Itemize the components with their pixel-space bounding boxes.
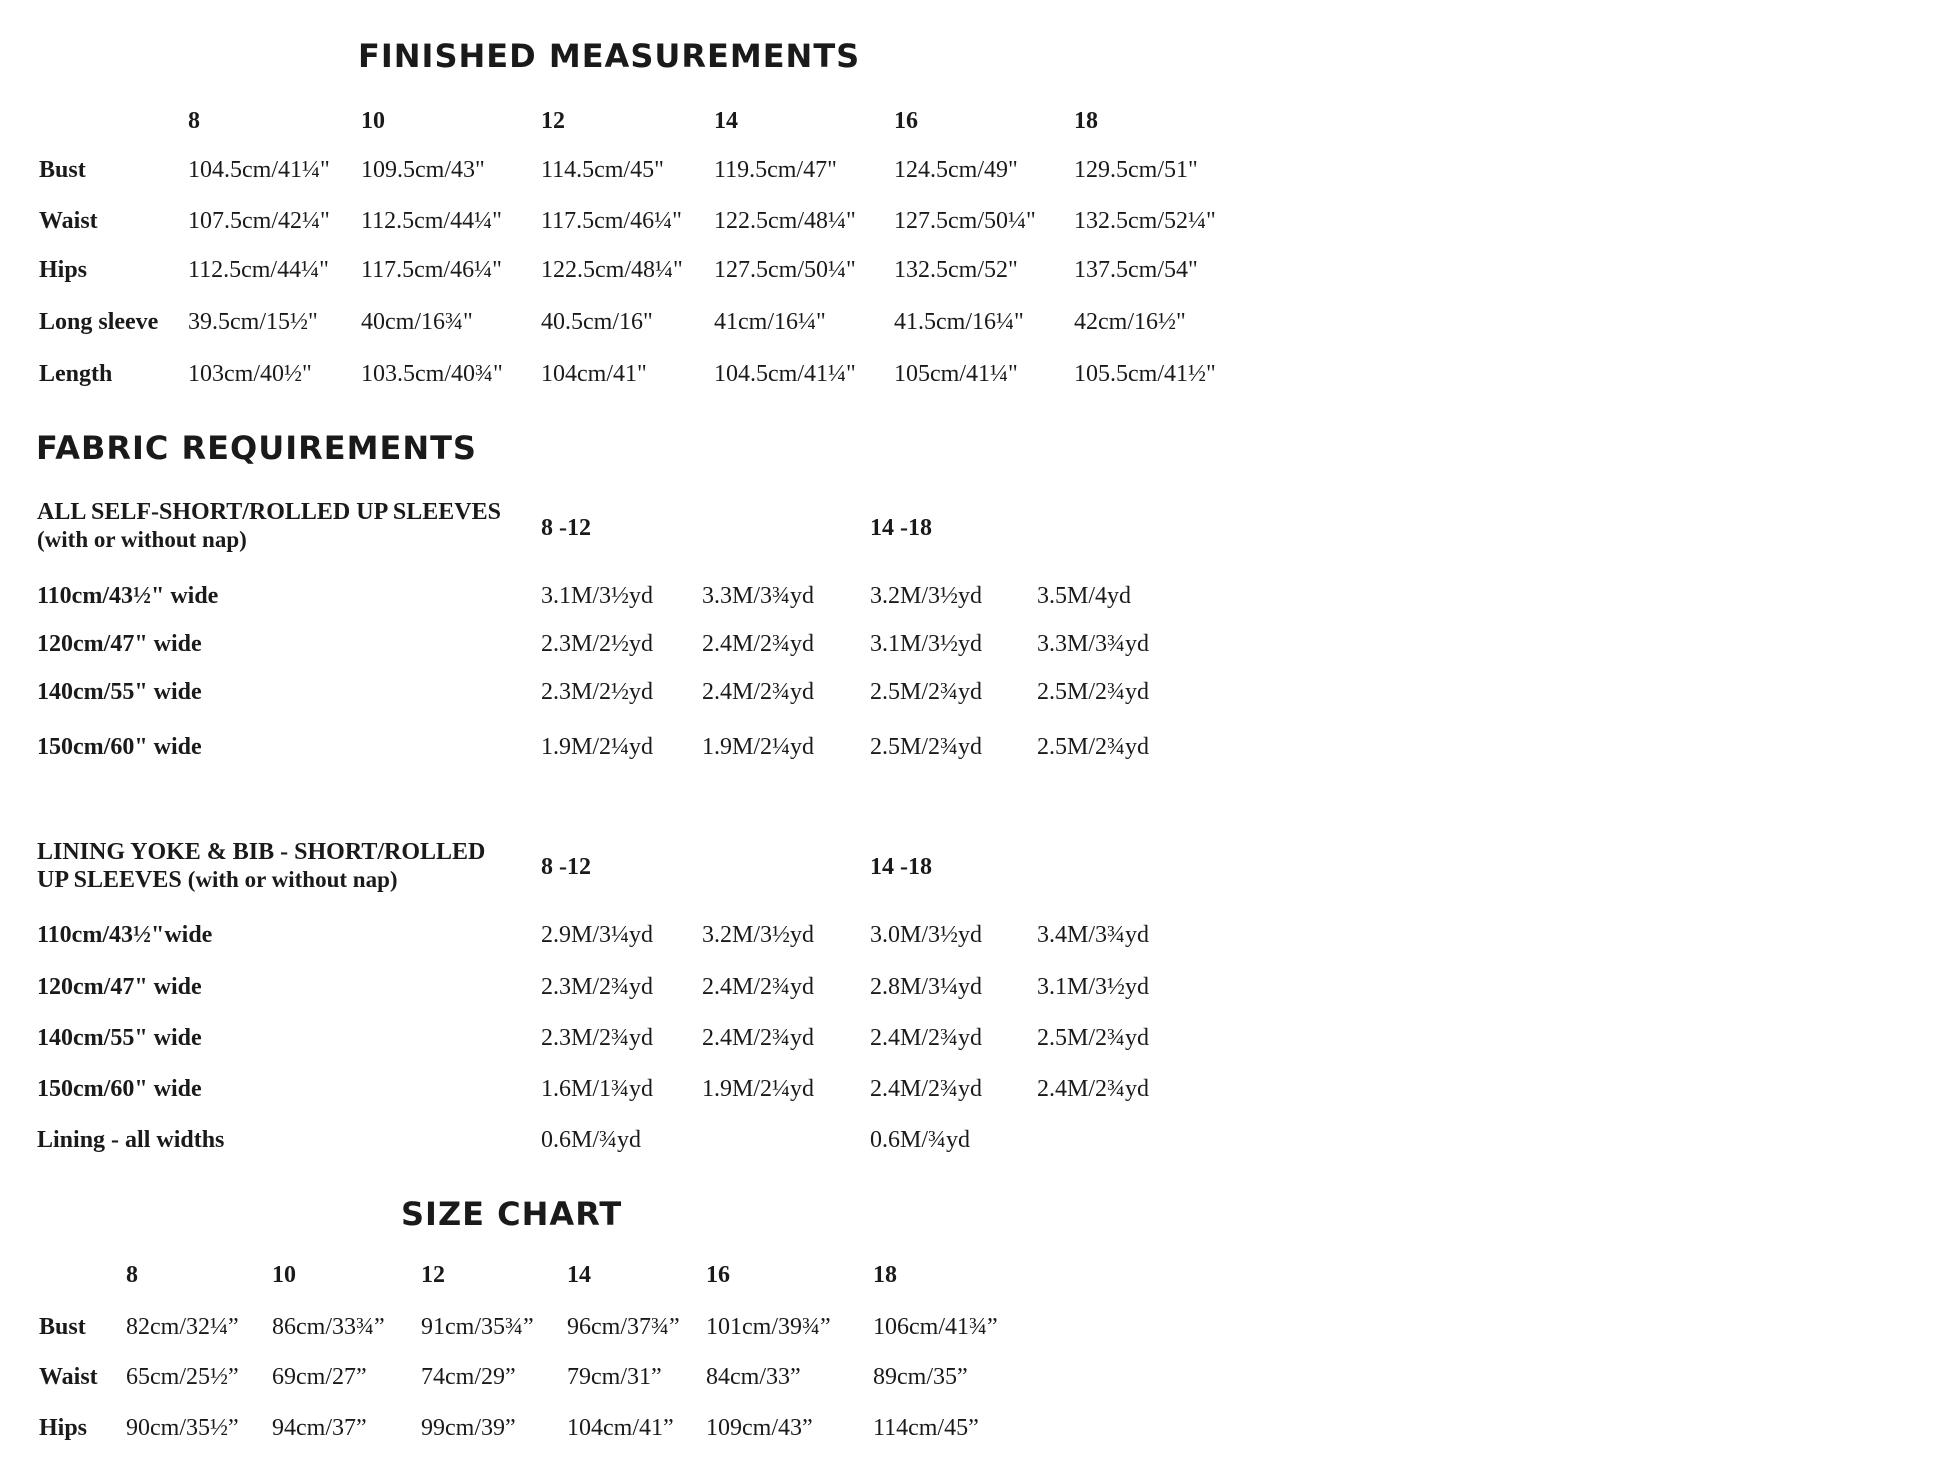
size-range-header: 14 -18 [870, 854, 932, 880]
table-cell: 129.5cm/51" [1074, 157, 1198, 183]
table-cell: 1.6M/1¾yd [541, 1076, 654, 1102]
table-cell: 0.6M/¾yd [870, 1127, 971, 1153]
table-cell: 2.4M/2¾yd [1037, 1076, 1150, 1102]
heading-line: LINING YOKE & BIB - SHORT/ROLLED [37, 839, 486, 865]
size-header: 12 [421, 1262, 445, 1288]
row-label: 150cm/60" wide [37, 734, 202, 760]
table-cell: 3.3M/3¾yd [702, 583, 815, 609]
table-cell: 2.4M/2¾yd [702, 631, 815, 657]
table-cell: 106cm/41¾” [873, 1314, 998, 1340]
table-cell: 41.5cm/16¼" [894, 309, 1024, 335]
table-cell: 132.5cm/52" [894, 257, 1018, 283]
table-cell: 3.4M/3¾yd [1037, 922, 1150, 948]
table-cell: 1.9M/2¼yd [702, 734, 815, 760]
row-label: Long sleeve [39, 309, 159, 335]
table-cell: 91cm/35¾” [421, 1314, 534, 1340]
row-label: 150cm/60" wide [37, 1076, 202, 1102]
table-cell: 3.1M/3½yd [541, 583, 654, 609]
table-cell: 84cm/33” [706, 1364, 801, 1390]
size-header: 8 [188, 108, 200, 134]
table-cell: 39.5cm/15½" [188, 309, 318, 335]
row-label: 110cm/43½"wide [37, 922, 213, 948]
size-header: 18 [1074, 108, 1098, 134]
table-cell: 105cm/41¼" [894, 361, 1018, 387]
table-cell: 117.5cm/46¼" [361, 257, 502, 283]
table-cell: 112.5cm/44¼" [361, 208, 502, 234]
size-range-header: 8 -12 [541, 515, 591, 541]
table-cell: 40cm/16¾" [361, 309, 473, 335]
heading-line: ALL SELF-SHORT/ROLLED UP SLEEVES [37, 499, 501, 525]
table-cell: 2.5M/2¾yd [1037, 734, 1150, 760]
table-cell: 0.6M/¾yd [541, 1127, 642, 1153]
table-cell: 103.5cm/40¾" [361, 361, 503, 387]
table-cell: 96cm/37¾” [567, 1314, 680, 1340]
table-cell: 41cm/16¼" [714, 309, 826, 335]
table-cell: 107.5cm/42¼" [188, 208, 330, 234]
table-cell: 103cm/40½" [188, 361, 312, 387]
lining-fabric-heading [37, 838, 485, 894]
table-cell: 104cm/41” [567, 1415, 674, 1441]
table-cell: 74cm/29” [421, 1364, 516, 1390]
row-label: 140cm/55" wide [37, 1025, 202, 1051]
table-cell: 104.5cm/41¼" [714, 361, 856, 387]
size-range-header: 8 -12 [541, 854, 591, 880]
row-label: Length [39, 361, 113, 387]
self-fabric-heading [37, 498, 501, 554]
table-cell: 3.0M/3½yd [870, 922, 983, 948]
table-cell: 86cm/33¾” [272, 1314, 385, 1340]
table-cell: 65cm/25½” [126, 1364, 239, 1390]
table-cell: 112.5cm/44¼" [188, 257, 329, 283]
table-cell: 114.5cm/45" [541, 157, 664, 183]
table-cell: 105.5cm/41½" [1074, 361, 1216, 387]
heading-line-sub: (with or without nap) [187, 867, 398, 892]
table-cell: 3.1M/3½yd [870, 631, 983, 657]
table-cell: 1.9M/2¼yd [702, 1076, 815, 1102]
table-cell: 119.5cm/47" [714, 157, 837, 183]
row-label: 120cm/47" wide [37, 974, 202, 1000]
table-cell: 90cm/35½” [126, 1415, 239, 1441]
size-header: 10 [272, 1262, 296, 1288]
row-label: 140cm/55" wide [37, 679, 202, 705]
table-cell: 2.3M/2¾yd [541, 974, 654, 1000]
table-cell: 94cm/37” [272, 1415, 367, 1441]
size-header: 10 [361, 108, 385, 134]
size-chart-title: SIZE CHART [401, 1195, 623, 1233]
table-cell: 40.5cm/16" [541, 309, 653, 335]
table-cell: 109.5cm/43" [361, 157, 485, 183]
table-cell: 122.5cm/48¼" [541, 257, 683, 283]
table-cell: 2.5M/2¾yd [870, 734, 983, 760]
table-cell: 132.5cm/52¼" [1074, 208, 1216, 234]
table-cell: 42cm/16½" [1074, 309, 1186, 335]
table-cell: 2.3M/2½yd [541, 631, 654, 657]
table-cell: 89cm/35” [873, 1364, 968, 1390]
table-cell: 124.5cm/49" [894, 157, 1018, 183]
row-label: 120cm/47" wide [37, 631, 202, 657]
table-cell: 114cm/45” [873, 1415, 979, 1441]
table-cell: 2.9M/3¼yd [541, 922, 654, 948]
heading-line [37, 866, 485, 894]
size-header: 18 [873, 1262, 897, 1288]
table-cell: 137.5cm/54" [1074, 257, 1198, 283]
table-cell: 2.4M/2¾yd [870, 1025, 983, 1051]
table-cell: 127.5cm/50¼" [894, 208, 1036, 234]
table-cell: 122.5cm/48¼" [714, 208, 856, 234]
table-cell: 3.5M/4yd [1037, 583, 1132, 609]
table-cell: 2.5M/2¾yd [870, 679, 983, 705]
heading-line-main: UP SLEEVES [37, 867, 182, 893]
table-cell: 1.9M/2¼yd [541, 734, 654, 760]
table-cell: 99cm/39” [421, 1415, 516, 1441]
table-cell: 2.5M/2¾yd [1037, 1025, 1150, 1051]
heading-line: (with or without nap) [37, 527, 247, 552]
table-cell: 2.3M/2½yd [541, 679, 654, 705]
table-cell: 79cm/31” [567, 1364, 662, 1390]
finished-measurements-title: FINISHED MEASUREMENTS [358, 37, 861, 75]
table-cell: 2.4M/2¾yd [702, 679, 815, 705]
row-label: 110cm/43½" wide [37, 583, 219, 609]
table-cell: 3.1M/3½yd [1037, 974, 1150, 1000]
size-header: 14 [567, 1262, 591, 1288]
table-cell: 69cm/27” [272, 1364, 367, 1390]
table-cell: 2.3M/2¾yd [541, 1025, 654, 1051]
table-cell: 2.4M/2¾yd [702, 1025, 815, 1051]
row-label: Bust [39, 1314, 86, 1340]
size-header: 8 [126, 1262, 138, 1288]
table-cell: 109cm/43” [706, 1415, 813, 1441]
table-cell: 2.4M/2¾yd [702, 974, 815, 1000]
table-cell: 82cm/32¼” [126, 1314, 239, 1340]
size-header: 12 [541, 108, 565, 134]
table-cell: 3.2M/3½yd [702, 922, 815, 948]
size-header: 14 [714, 108, 738, 134]
table-cell: 3.3M/3¾yd [1037, 631, 1150, 657]
row-label: Hips [39, 1415, 88, 1441]
table-cell: 2.5M/2¾yd [1037, 679, 1150, 705]
table-cell: 3.2M/3½yd [870, 583, 983, 609]
table-cell: 101cm/39¾” [706, 1314, 831, 1340]
size-header: 16 [706, 1262, 730, 1288]
table-cell: 104.5cm/41¼" [188, 157, 330, 183]
table-cell: 117.5cm/46¼" [541, 208, 682, 234]
row-label: Bust [39, 157, 86, 183]
row-label: Waist [39, 208, 98, 234]
fabric-requirements-title: FABRIC REQUIREMENTS [36, 429, 477, 467]
row-label: Waist [39, 1364, 98, 1390]
table-cell: 2.8M/3¼yd [870, 974, 983, 1000]
size-header: 16 [894, 108, 918, 134]
table-cell: 127.5cm/50¼" [714, 257, 856, 283]
table-cell: 2.4M/2¾yd [870, 1076, 983, 1102]
table-cell: 104cm/41" [541, 361, 647, 387]
row-label: Hips [39, 257, 88, 283]
row-label: Lining - all widths [37, 1127, 225, 1153]
size-range-header: 14 -18 [870, 515, 932, 541]
